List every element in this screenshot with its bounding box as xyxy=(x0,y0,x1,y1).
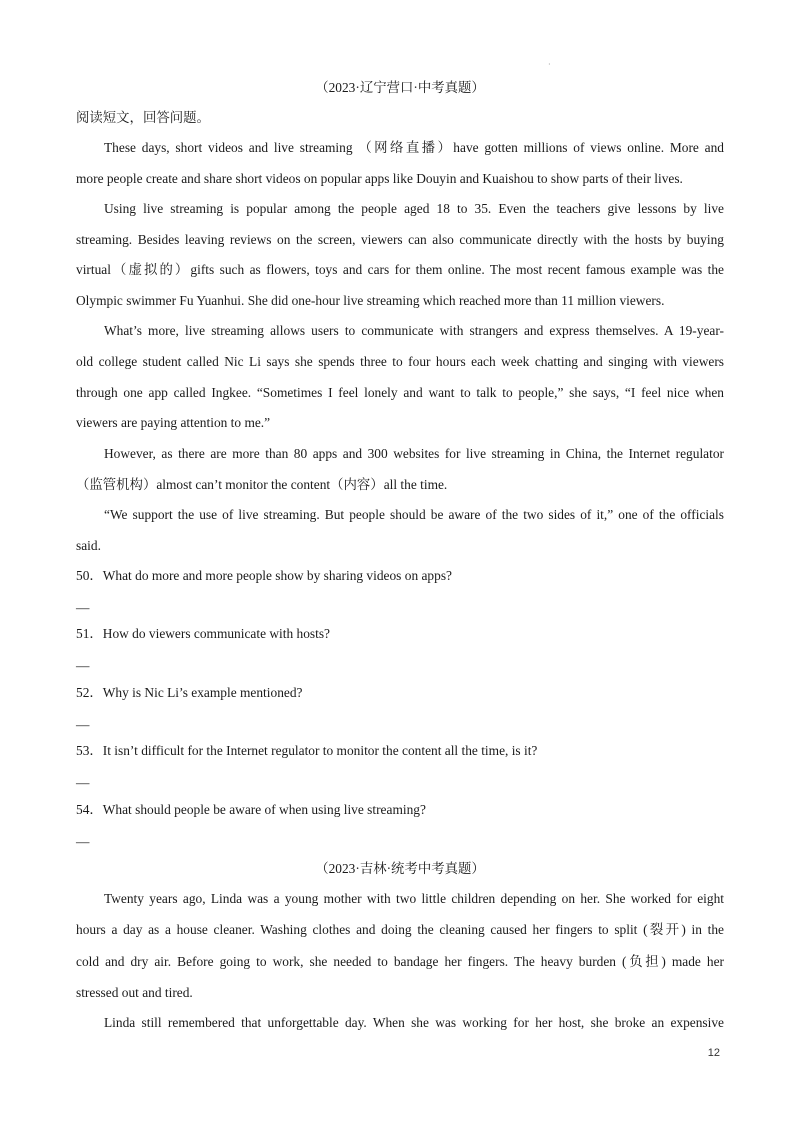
passage2-line: cold and dry air. Before going to work, she needed to bandage her fingers. The heavy burden (负担) made her xyxy=(76,954,724,969)
question-53: 53．It isn’t difficult for the Internet regulator to monitor the content all the time, is it? xyxy=(76,743,538,758)
passage1-line: Using live streaming is popular among the people aged 18 to 35. Even the teachers give lessons by live xyxy=(104,201,724,216)
passage1-line: streaming. Besides leaving reviews on the screen, viewers can also communicate directly with the hosts by buying xyxy=(76,232,724,247)
passage2-line: stressed out and tired. xyxy=(76,985,193,1000)
passage1-line: more people create and share short videos on popular apps like Douyin and Kuaishou to show parts of their lives. xyxy=(76,171,683,186)
passage1-line: through one app called Ingkee. “Sometimes I feel lonely and want to talk to people,” she says, “I feel nice when xyxy=(76,385,724,400)
passage1-line: （监管机构）almost can’t monitor the content（内容）all the time. xyxy=(76,477,448,492)
answer-blank-52[interactable]: — xyxy=(76,717,90,732)
passage1-line: These days, short videos and live streaming （网络直播）have gotten millions of views online. More and xyxy=(104,140,724,155)
section1-instruction: 阅读短文，回答问题。 xyxy=(76,110,210,125)
section1-source: （2023·辽宁营口·中考真题） xyxy=(315,80,485,95)
question-51: 51．How do viewers communicate with hosts? xyxy=(76,626,331,641)
passage1-line: old college student called Nic Li says she spends three to four hours each week chatting and singing with viewers xyxy=(76,354,724,369)
passage1-line: However, as there are more than 80 apps and 300 websites for live streaming in China, the Internet regulator xyxy=(104,446,724,461)
passage1-line: What’s more, live streaming allows users to communicate with strangers and express themselves. A 19-year- xyxy=(104,323,724,338)
answer-blank-53[interactable]: — xyxy=(76,775,90,790)
section2-source: （2023·吉林·统考中考真题） xyxy=(315,861,485,876)
passage2-line: hours a day as a house cleaner. Washing clothes and doing the cleaning caused her fingers to split (裂开) in the xyxy=(76,922,724,937)
passage1-line: viewers are paying attention to me.” xyxy=(76,415,271,430)
question-54: 54．What should people be aware of when using live streaming? xyxy=(76,802,426,817)
passage1-line: “We support the use of live streaming. But people should be aware of the two sides of it,” one of the officials xyxy=(104,507,724,522)
passage2-line: Twenty years ago, Linda was a young mother with two little children depending on her. She worked for eight xyxy=(104,891,724,906)
passage1-line: virtual（虚拟的）gifts such as flowers, toys and cars for them online. The most recent famous example was the xyxy=(76,262,724,277)
answer-blank-51[interactable]: — xyxy=(76,658,90,673)
page-number: 12 xyxy=(707,1047,720,1059)
question-50: 50．What do more and more people show by sharing videos on apps? xyxy=(76,568,452,583)
answer-blank-54[interactable]: — xyxy=(76,834,90,849)
passage2-line: Linda still remembered that unforgettable day. When she was working for her host, she broke an expensive xyxy=(104,1015,724,1030)
scan-dot: · xyxy=(548,60,551,69)
question-52: 52．Why is Nic Li’s example mentioned? xyxy=(76,685,303,700)
answer-blank-50[interactable]: — xyxy=(76,600,90,615)
passage1-line: said. xyxy=(76,538,101,553)
passage1-line: Olympic swimmer Fu Yuanhui. She did one-hour live streaming which reached more than 11 million viewers. xyxy=(76,293,665,308)
